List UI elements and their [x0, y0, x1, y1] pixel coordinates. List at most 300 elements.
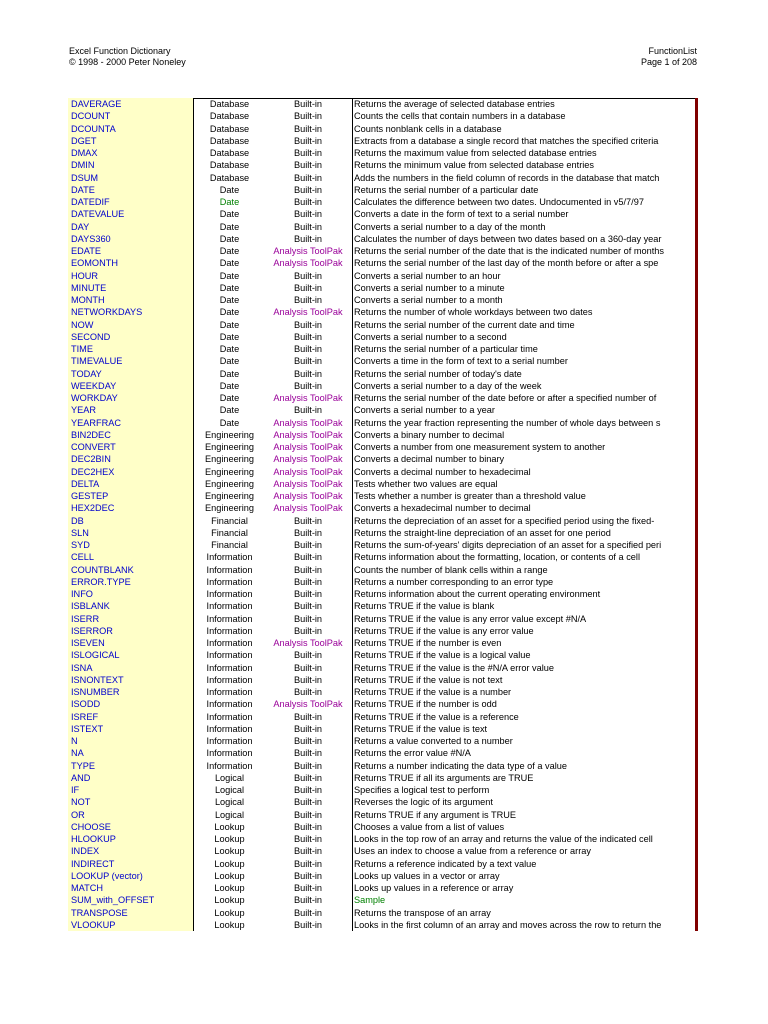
function-description: Returns information about the formatting, location, or contents of a cell [354, 552, 640, 563]
function-name: EOMONTH [68, 257, 194, 269]
function-name: DB [68, 515, 194, 527]
function-description: Returns the serial number of today's date [354, 368, 522, 379]
function-name: SLN [68, 527, 194, 539]
table-row [68, 772, 698, 784]
function-name: ISTEXT [68, 723, 194, 735]
function-description: Returns a number indicating the data type of a value [354, 760, 567, 771]
function-category: Information [206, 723, 253, 734]
function-name: ISERR [68, 613, 194, 625]
function-name: YEARFRAC [68, 417, 194, 429]
function-name: INDEX [68, 845, 194, 857]
function-category: Logical [214, 785, 245, 795]
function-name: CHOOSE [68, 821, 194, 833]
function-category: Date [219, 221, 240, 232]
function-source: Analysis ToolPak [273, 442, 343, 452]
function-category: Logical [214, 797, 245, 808]
function-name: DMIN [68, 159, 194, 171]
function-source: Analysis ToolPak [273, 393, 343, 403]
function-source: Built-in [293, 576, 323, 587]
table-row [68, 502, 698, 514]
table-row [68, 723, 698, 735]
function-name: DATEDIF [68, 196, 194, 208]
function-category: Lookup [214, 870, 245, 881]
function-source: Built-in [293, 858, 323, 869]
function-description: Converts a serial number to a day of the week [354, 380, 542, 391]
table-row [68, 404, 698, 416]
table-row [68, 882, 698, 894]
function-description: Chooses a value from a list of values [354, 821, 505, 832]
function-source: Built-in [293, 331, 323, 342]
function-category: Date [219, 344, 240, 354]
function-description: Returns the serial number of a particular time [354, 344, 538, 354]
function-source: Built-in [293, 674, 323, 685]
function-description: Returns the maximum value from selected database entries [354, 148, 597, 158]
function-category: Database [209, 135, 250, 146]
function-source: Built-in [293, 748, 323, 759]
function-name: WORKDAY [68, 392, 194, 404]
function-name: COUNTBLANK [68, 564, 194, 576]
function-category: Date [219, 270, 240, 281]
table-row [68, 674, 698, 686]
function-category: Database [209, 111, 250, 122]
page-header-right [641, 46, 697, 68]
function-source: Analysis ToolPak [273, 478, 343, 489]
function-name: TRANSPOSE [68, 907, 194, 919]
function-description: Returns TRUE if the value is blank [354, 601, 495, 612]
function-source: Built-in [293, 687, 323, 697]
function-category: Lookup [214, 919, 245, 930]
function-name: DCOUNT [68, 110, 194, 122]
function-name: ERROR.TYPE [68, 576, 194, 588]
table-row [68, 588, 698, 600]
function-source: Built-in [293, 711, 323, 722]
function-name: LOOKUP (vector) [68, 870, 194, 882]
function-name: ISNA [68, 662, 194, 674]
function-description: Returns TRUE if the value is not text [354, 674, 503, 685]
function-description: Returns TRUE if the number is odd [354, 699, 497, 710]
function-description: Returns the year fraction representing the number of whole days between s [354, 417, 661, 428]
function-name: DMAX [68, 147, 194, 159]
function-name: DELTA [68, 478, 194, 490]
function-name: TIME [68, 343, 194, 355]
function-source: Built-in [293, 123, 323, 134]
function-category: Date [219, 405, 240, 416]
table-row [68, 919, 698, 931]
function-name: ISLOGICAL [68, 649, 194, 661]
function-source: Built-in [293, 883, 323, 893]
function-description: Reverses the logic of its argument [354, 797, 493, 808]
function-source: Built-in [293, 319, 323, 330]
function-name: ISEVEN [68, 637, 194, 649]
table-row [68, 392, 698, 404]
function-description: Returns TRUE if the value is the #N/A error value [354, 662, 555, 673]
function-source: Built-in [293, 552, 323, 563]
function-category: Information [206, 589, 253, 599]
function-category: Date [219, 368, 240, 379]
table-row [68, 172, 698, 184]
function-description: Converts a date in the form of text to a serial number [354, 209, 569, 220]
function-source: Built-in [293, 527, 323, 538]
function-category: Database [209, 148, 250, 158]
function-category: Date [219, 246, 240, 256]
table-row [68, 858, 698, 870]
function-description: Adds the numbers in the field column of records in the database that match [354, 172, 660, 183]
function-source: Built-in [293, 772, 323, 783]
function-description: Returns the number of whole workdays between two dates [354, 307, 593, 318]
function-source: Built-in [293, 760, 323, 771]
function-description: Returns a reference indicated by a text value [354, 858, 537, 869]
function-name: TIMEVALUE [68, 355, 194, 367]
table-row [68, 123, 698, 135]
function-source: Built-in [293, 564, 323, 575]
function-category: Database [209, 123, 250, 134]
table-row [68, 870, 698, 882]
page-header-left [69, 46, 186, 68]
function-name: ISNONTEXT [68, 674, 194, 686]
function-category: Lookup [214, 883, 245, 893]
function-description: Converts a serial number to a second [354, 331, 507, 342]
function-source: Built-in [293, 405, 323, 416]
table-row [68, 159, 698, 171]
function-name: N [68, 735, 194, 747]
function-description: Converts a hexadecimal number to decimal [354, 503, 531, 514]
table-row [68, 796, 698, 808]
function-category: Information [206, 662, 253, 673]
function-category: Lookup [214, 821, 245, 832]
table-row [68, 686, 698, 698]
function-name: HLOOKUP [68, 833, 194, 845]
function-category: Engineering [204, 429, 255, 440]
function-description: Converts a serial number to a minute [354, 282, 505, 293]
function-category: Lookup [214, 895, 245, 906]
function-source: Built-in [293, 135, 323, 146]
function-name: DSUM [68, 172, 194, 184]
table-row [68, 539, 698, 551]
function-source: Built-in [293, 282, 323, 293]
function-category: Information [206, 760, 253, 771]
function-description: Converts a number from one measurement system to another [354, 442, 606, 452]
function-category: Information [206, 736, 253, 746]
table-row [68, 711, 698, 723]
function-description: Returns the serial number of the last day of the month before or after a spe [354, 258, 659, 269]
function-name: CELL [68, 551, 194, 563]
function-category: Lookup [214, 858, 245, 869]
function-category: Information [206, 564, 253, 575]
function-category: Date [219, 233, 240, 244]
function-name: TYPE [68, 760, 194, 772]
table-row [68, 625, 698, 637]
function-name: NOT [68, 796, 194, 808]
function-name: DEC2HEX [68, 466, 194, 478]
function-category: Information [206, 638, 253, 648]
table-row [68, 417, 698, 429]
function-source: Built-in [293, 368, 323, 379]
function-description: Returns the serial number of the current date and time [354, 319, 575, 330]
function-description: Converts a serial number to a year [354, 405, 495, 416]
function-description: Returns TRUE if all its arguments are TRUE [354, 772, 534, 783]
function-category: Date [219, 393, 240, 403]
table-row [68, 98, 698, 110]
function-description: Tests whether two values are equal [354, 478, 498, 489]
function-name: SUM_with_OFFSET [68, 894, 194, 906]
function-description: Tests whether a number is greater than a threshold value [354, 491, 586, 501]
function-category: Lookup [214, 834, 245, 844]
table-row [68, 331, 698, 343]
function-name: HOUR [68, 270, 194, 282]
function-name: NA [68, 747, 194, 759]
function-category: Date [219, 417, 240, 428]
function-category: Engineering [204, 466, 255, 477]
table-row [68, 257, 698, 269]
function-category: Date [219, 209, 240, 220]
table-row [68, 833, 698, 845]
table-row [68, 453, 698, 465]
function-name: DATEVALUE [68, 208, 194, 220]
table-row [68, 907, 698, 919]
function-source: Built-in [293, 834, 323, 844]
function-name: TODAY [68, 368, 194, 380]
function-category: Information [206, 748, 253, 759]
function-source: Built-in [293, 344, 323, 354]
table-row [68, 294, 698, 306]
function-source: Analysis ToolPak [273, 417, 343, 428]
page-number: Page 1 of 208 [640, 57, 697, 67]
function-name: VLOOKUP [68, 919, 194, 931]
function-category: Engineering [204, 491, 255, 501]
function-source: Built-in [293, 809, 323, 820]
function-category: Information [206, 552, 253, 563]
function-description: Looks in the first column of an array and moves across the row to return the [354, 919, 662, 930]
function-description: Returns TRUE if the value is a number [354, 687, 512, 697]
function-name: HEX2DEC [68, 502, 194, 514]
function-category: Date [219, 380, 240, 391]
function-description: Converts a serial number to an hour [354, 270, 501, 281]
function-description: Converts a decimal number to hexadecimal [354, 466, 531, 477]
function-source: Built-in [293, 662, 323, 673]
function-category: Database [209, 172, 250, 183]
function-source: Built-in [293, 650, 323, 661]
table-row [68, 613, 698, 625]
function-name: ISNUMBER [68, 686, 194, 698]
function-description: Converts a serial number to a month [354, 295, 503, 305]
function-category: Information [206, 674, 253, 685]
function-source: Built-in [293, 736, 323, 746]
table-row [68, 110, 698, 122]
function-source: Analysis ToolPak [273, 454, 343, 465]
function-description: Returns the serial number of the date that is the indicated number of months [354, 246, 664, 256]
function-category: Engineering [204, 478, 255, 489]
table-row [68, 270, 698, 282]
table-row [68, 576, 698, 588]
function-category: Information [206, 625, 253, 636]
function-category: Financial [211, 515, 248, 526]
function-category: Engineering [204, 503, 255, 514]
function-description: Returns TRUE if any argument is TRUE [354, 809, 517, 820]
function-source: Built-in [293, 233, 323, 244]
table-row [68, 478, 698, 490]
function-description: Returns a number corresponding to an error type [354, 576, 554, 587]
function-source: Analysis ToolPak [273, 307, 343, 318]
table-row [68, 490, 698, 502]
function-category: Date [219, 282, 240, 293]
function-source: Built-in [293, 821, 323, 832]
table-row [68, 515, 698, 527]
table-row [68, 429, 698, 441]
table-row [68, 784, 698, 796]
table-row [68, 306, 698, 318]
function-source: Analysis ToolPak [273, 429, 343, 440]
table-row [68, 649, 698, 661]
function-name: DAYS360 [68, 233, 194, 245]
function-name: MINUTE [68, 282, 194, 294]
function-name: WEEKDAY [68, 380, 194, 392]
function-source: Built-in [293, 270, 323, 281]
table-row [68, 233, 698, 245]
table-row [68, 208, 698, 220]
function-category: Information [206, 711, 253, 722]
function-source: Analysis ToolPak [273, 246, 343, 256]
table-row [68, 245, 698, 257]
function-description: Calculates the number of days between two dates based on a 360-day year [354, 233, 662, 244]
table-row [68, 355, 698, 367]
function-category: Database [209, 99, 250, 109]
table-row [68, 809, 698, 821]
function-source: Built-in [293, 99, 323, 109]
function-description: Converts a decimal number to binary [354, 454, 505, 465]
function-category: Date [219, 184, 240, 195]
function-source: Analysis ToolPak [273, 491, 343, 501]
function-source: Built-in [293, 172, 323, 183]
function-category: Date [219, 197, 240, 207]
function-category: Database [209, 160, 250, 171]
function-name: DEC2BIN [68, 453, 194, 465]
table-row [68, 221, 698, 233]
function-description: Returns the serial number of a particular date [354, 184, 539, 195]
function-source: Built-in [293, 295, 323, 305]
function-source: Analysis ToolPak [273, 258, 343, 269]
function-source: Built-in [293, 540, 323, 550]
function-category: Date [219, 319, 240, 330]
table-row [68, 147, 698, 159]
table-row [68, 380, 698, 392]
function-description: Looks up values in a reference or array [354, 883, 514, 893]
function-source: Built-in [293, 870, 323, 881]
function-name: AND [68, 772, 194, 784]
function-category: Date [219, 295, 240, 305]
function-description: Counts the number of blank cells within a range [354, 564, 548, 575]
function-name: DAVERAGE [68, 98, 194, 110]
function-source: Built-in [293, 148, 323, 158]
function-description: Extracts from a database a single record that matches the specified criteria [354, 135, 659, 146]
function-name: ISREF [68, 711, 194, 723]
function-source: Built-in [293, 723, 323, 734]
function-category: Financial [211, 527, 248, 538]
function-description: Returns the error value #N/A [354, 748, 471, 759]
function-source: Built-in [293, 197, 323, 207]
table-row [68, 894, 698, 906]
function-description: Returns the average of selected database entries [354, 99, 555, 109]
function-description: Looks up values in a vector or array [354, 870, 500, 881]
function-name: IF [68, 784, 194, 796]
description-column-divider [352, 98, 353, 931]
table-row [68, 637, 698, 649]
function-category: Logical [214, 772, 245, 783]
table-row [68, 196, 698, 208]
function-source: Built-in [293, 356, 323, 367]
table-row [68, 319, 698, 331]
table-row [68, 747, 698, 759]
function-name: DGET [68, 135, 194, 147]
function-name: DATE [68, 184, 194, 196]
function-source: Built-in [293, 221, 323, 232]
function-source: Built-in [293, 160, 323, 171]
function-name: INFO [68, 588, 194, 600]
function-name: MATCH [68, 882, 194, 894]
table-row [68, 441, 698, 453]
table-row [68, 551, 698, 563]
function-name: EDATE [68, 245, 194, 257]
function-category: Information [206, 687, 253, 697]
document-title: Excel Function Dictionary [69, 46, 171, 56]
table-row [68, 368, 698, 380]
function-name: MONTH [68, 294, 194, 306]
table-row [68, 564, 698, 576]
function-name: NOW [68, 319, 194, 331]
function-description: Returns TRUE if the value is a reference [354, 711, 519, 722]
table-row [68, 845, 698, 857]
right-border-bar [695, 98, 698, 931]
table-row [68, 466, 698, 478]
function-category: Information [206, 699, 253, 710]
function-name: ISERROR [68, 625, 194, 637]
function-name: SECOND [68, 331, 194, 343]
function-description: Sample [354, 895, 386, 906]
function-table [68, 98, 698, 931]
function-description: Converts a serial number to a day of the month [354, 221, 546, 232]
function-category: Lookup [214, 846, 245, 857]
table-row [68, 282, 698, 294]
function-description: Converts a time in the form of text to a serial number [354, 356, 568, 367]
function-description: Returns the straight-line depreciation of an asset for one period [354, 527, 611, 538]
function-category: Information [206, 576, 253, 587]
function-name: ISBLANK [68, 600, 194, 612]
function-source: Analysis ToolPak [273, 503, 343, 514]
function-name: CONVERT [68, 441, 194, 453]
function-name: SYD [68, 539, 194, 551]
table-row [68, 735, 698, 747]
table-row [68, 662, 698, 674]
function-category: Date [219, 331, 240, 342]
function-source: Analysis ToolPak [273, 638, 343, 648]
function-category: Date [219, 356, 240, 367]
function-source: Built-in [293, 515, 323, 526]
function-rows [68, 98, 698, 931]
function-name: NETWORKDAYS [68, 306, 194, 318]
table-row [68, 343, 698, 355]
table-row [68, 527, 698, 539]
function-category: Logical [214, 809, 245, 820]
function-category: Date [219, 258, 240, 269]
sheet-name: FunctionList [648, 46, 697, 56]
function-name: YEAR [68, 404, 194, 416]
function-name: DCOUNTA [68, 123, 194, 135]
function-category: Information [206, 650, 253, 661]
function-name: BIN2DEC [68, 429, 194, 441]
function-description: Calculates the difference between two dates. Undocumented in v5/7/97 [354, 197, 644, 207]
function-source: Built-in [293, 907, 323, 918]
function-description: Returns TRUE if the value is a logical value [354, 650, 531, 661]
table-row [68, 600, 698, 612]
